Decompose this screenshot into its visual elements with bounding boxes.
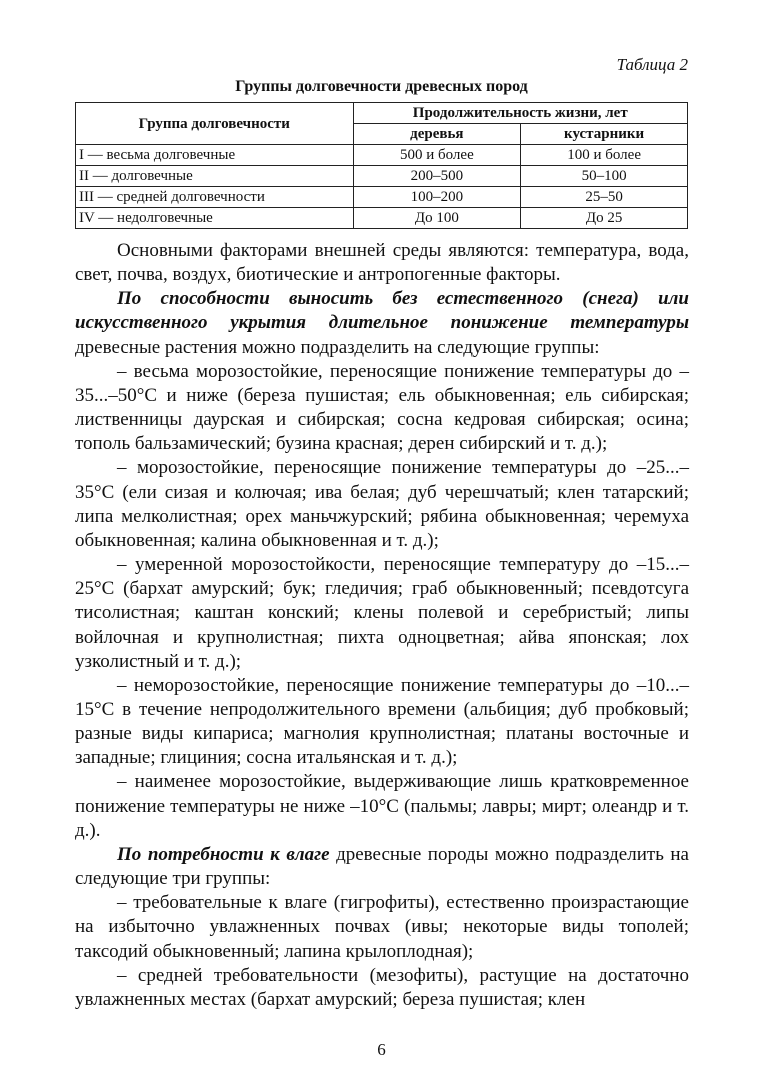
paragraph-text: древесные породы можно подразделить на следующие три группы:	[75, 843, 689, 890]
header-group: Группа долговечности	[76, 103, 354, 145]
cell-group: II — долговечные	[76, 166, 354, 187]
paragraph	[75, 843, 689, 891]
table-row	[76, 187, 688, 208]
paragraph: Основными факторами внешней среды являются: температура, вода, свет, почва, воздух, биотические и антропогенные факторы.	[75, 240, 689, 286]
header-trees: деревья	[353, 124, 521, 145]
cell-group: IV — недолговечные	[76, 208, 354, 229]
cell-shrubs: 25–50	[521, 187, 688, 208]
list-item: – весьма морозостойкие, переносящие понижение температуры до –35...–50°С и ниже (береза пушистая; ель обыкновенная; ель сибирская; лиственницы даурская и сибирская; сосна кедровая сибирская; осина; тополь бальзамический; бузина красная; дерен сибирский и т. д.);	[75, 360, 689, 455]
table-title: Группы долговечности древесных пород	[235, 78, 528, 95]
longevity-table	[75, 102, 688, 229]
paragraph	[75, 287, 689, 359]
header-lifespan: Продолжительность жизни, лет	[353, 103, 687, 124]
list-item: – требовательные к влаге (гигрофиты), естественно произрастающие на избыточно увлажненных почвах (ивы; некоторые виды тополей; таксодий обыкновенный; лапина крылоплодная);	[75, 892, 689, 962]
emphasis-text: По потребности к влаге	[117, 843, 330, 865]
list-item: – средней требовательности (мезофиты), растущие на достаточно увлажненных местах (бархат амурский; береза пушистая; клен	[75, 964, 689, 1010]
page-number: 6	[377, 1040, 386, 1059]
list-item: – неморозостойкие, переносящие понижение температуры до –10...–15°С в течение непродолжительного времени (альбиция; дуб пробковый; разные виды кипариса; магнолия крупнолистная; платаны восточные и западные; глициния; сосна итальянская и т. д.);	[75, 674, 689, 769]
cell-group: I — весьма долговечные	[76, 145, 354, 166]
table-row	[76, 208, 688, 229]
cell-shrubs: До 25	[521, 208, 688, 229]
cell-shrubs: 100 и более	[521, 145, 688, 166]
table-row	[76, 145, 688, 166]
table-row	[76, 166, 688, 187]
cell-shrubs: 50–100	[521, 166, 688, 187]
paragraph-text: древесные растения можно подразделить на следующие группы:	[75, 336, 600, 358]
body-text	[75, 239, 689, 1012]
cell-trees: 500 и более	[353, 145, 521, 166]
emphasis-text: По способности выносить без естественного (снега) или искусственного укрытия длительное понижение температуры	[75, 288, 689, 334]
table-header-row	[76, 103, 688, 124]
list-item: – наименее морозостойкие, выдерживающие лишь кратковременное понижение температуры не ниже –10°С (пальмы; лавры; мирт; олеандр и т. д.).	[75, 771, 689, 841]
cell-trees: 200–500	[353, 166, 521, 187]
cell-trees: 100–200	[353, 187, 521, 208]
list-item: – морозостойкие, переносящие понижение температуры до –25...–35°С (ели сизая и колючая; ива белая; дуб черешчатый; клен татарский; липа мелколистная; орех маньчжурский; рябина обыкновенная; черемуха обыкновенная; калина обыкновенная и т. д.);	[75, 457, 689, 551]
cell-trees: До 100	[353, 208, 521, 229]
table-number: Таблица 2	[616, 55, 688, 74]
header-shrubs: кустарники	[521, 124, 688, 145]
list-item: – умеренной морозостойкости, переносящие температуру до –15...–25°С (бархат амурский; бук; гледичия; граб обыкновенный; псевдотсуга тисолистная; каштан конский; клены полевой и серебристый; липы войлочная и крупнолистная; пихта одноцветная; айва японская; лох узколистный и т. д.);	[75, 554, 689, 672]
cell-group: III — средней долговечности	[76, 187, 354, 208]
